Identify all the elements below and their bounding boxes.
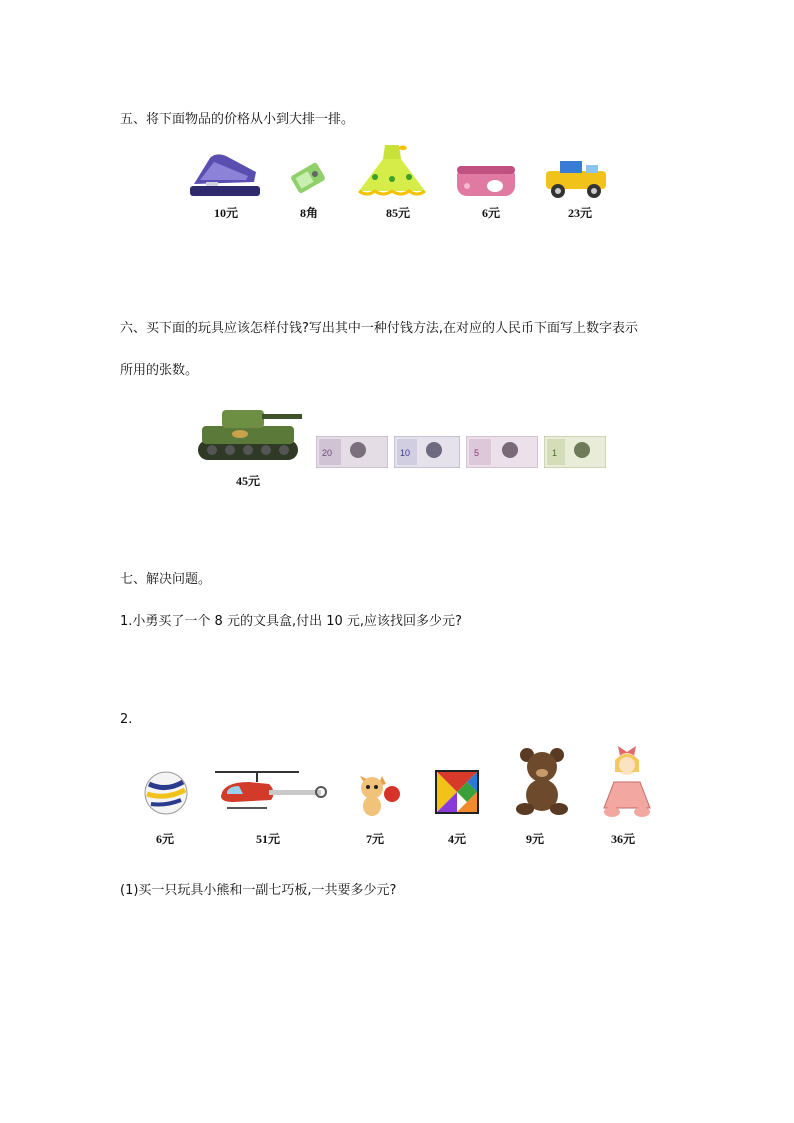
price-label: 10元 xyxy=(213,206,238,220)
pencil-case-icon xyxy=(455,160,517,198)
price-label: 4元 xyxy=(447,832,466,846)
tank-icon xyxy=(192,400,304,468)
banknote-20-icon xyxy=(316,436,388,468)
section5-heading: 五、将下面物品的价格从小到大排一排。 xyxy=(120,112,355,127)
teddy-bear-icon xyxy=(513,747,571,819)
question-2-label: 2. xyxy=(120,712,133,727)
banknote-denomination: 5 xyxy=(474,448,480,458)
helicopter-icon xyxy=(213,766,329,816)
question-1: 1.小勇买了一个 8 元的文具盒,付出 10 元,应该找回多少元? xyxy=(120,614,462,629)
pencil-sharpener-icon xyxy=(289,160,327,196)
cat-icon xyxy=(352,768,402,818)
price-label: 6元 xyxy=(155,832,174,846)
dress-icon xyxy=(355,143,429,199)
price-label: 7元 xyxy=(365,832,384,846)
tangram-icon xyxy=(435,770,479,814)
banknote-1-icon xyxy=(544,436,606,468)
stapler-icon xyxy=(186,150,264,200)
section6-heading-continued: 所用的张数。 xyxy=(120,363,199,378)
price-label: 51元 xyxy=(255,832,280,846)
section7-heading: 七、解决问题。 xyxy=(120,572,212,587)
price-label: 23元 xyxy=(567,206,592,220)
section6-heading: 六、买下面的玩具应该怎样付钱?写出其中一种付钱方法,在对应的人民币下面写上数字表示 xyxy=(120,321,639,336)
banknote-denomination: 10 xyxy=(400,448,411,458)
banknote-5-icon xyxy=(466,436,538,468)
banknote-10-icon xyxy=(394,436,460,468)
banknote-denomination: 1 xyxy=(552,448,558,458)
price-label: 6元 xyxy=(481,206,500,220)
price-label: 8角 xyxy=(299,206,318,220)
price-label: 85元 xyxy=(385,206,410,220)
doll-icon xyxy=(598,742,656,820)
toy-car-icon xyxy=(542,157,610,199)
price-label: 36元 xyxy=(610,832,635,846)
question-2-1: (1)买一只玩具小熊和一副七巧板,一共要多少元? xyxy=(120,883,397,898)
volleyball-icon xyxy=(143,770,189,816)
price-label: 9元 xyxy=(525,832,544,846)
banknote-denomination: 20 xyxy=(322,448,333,458)
price-label: 45元 xyxy=(235,474,260,488)
